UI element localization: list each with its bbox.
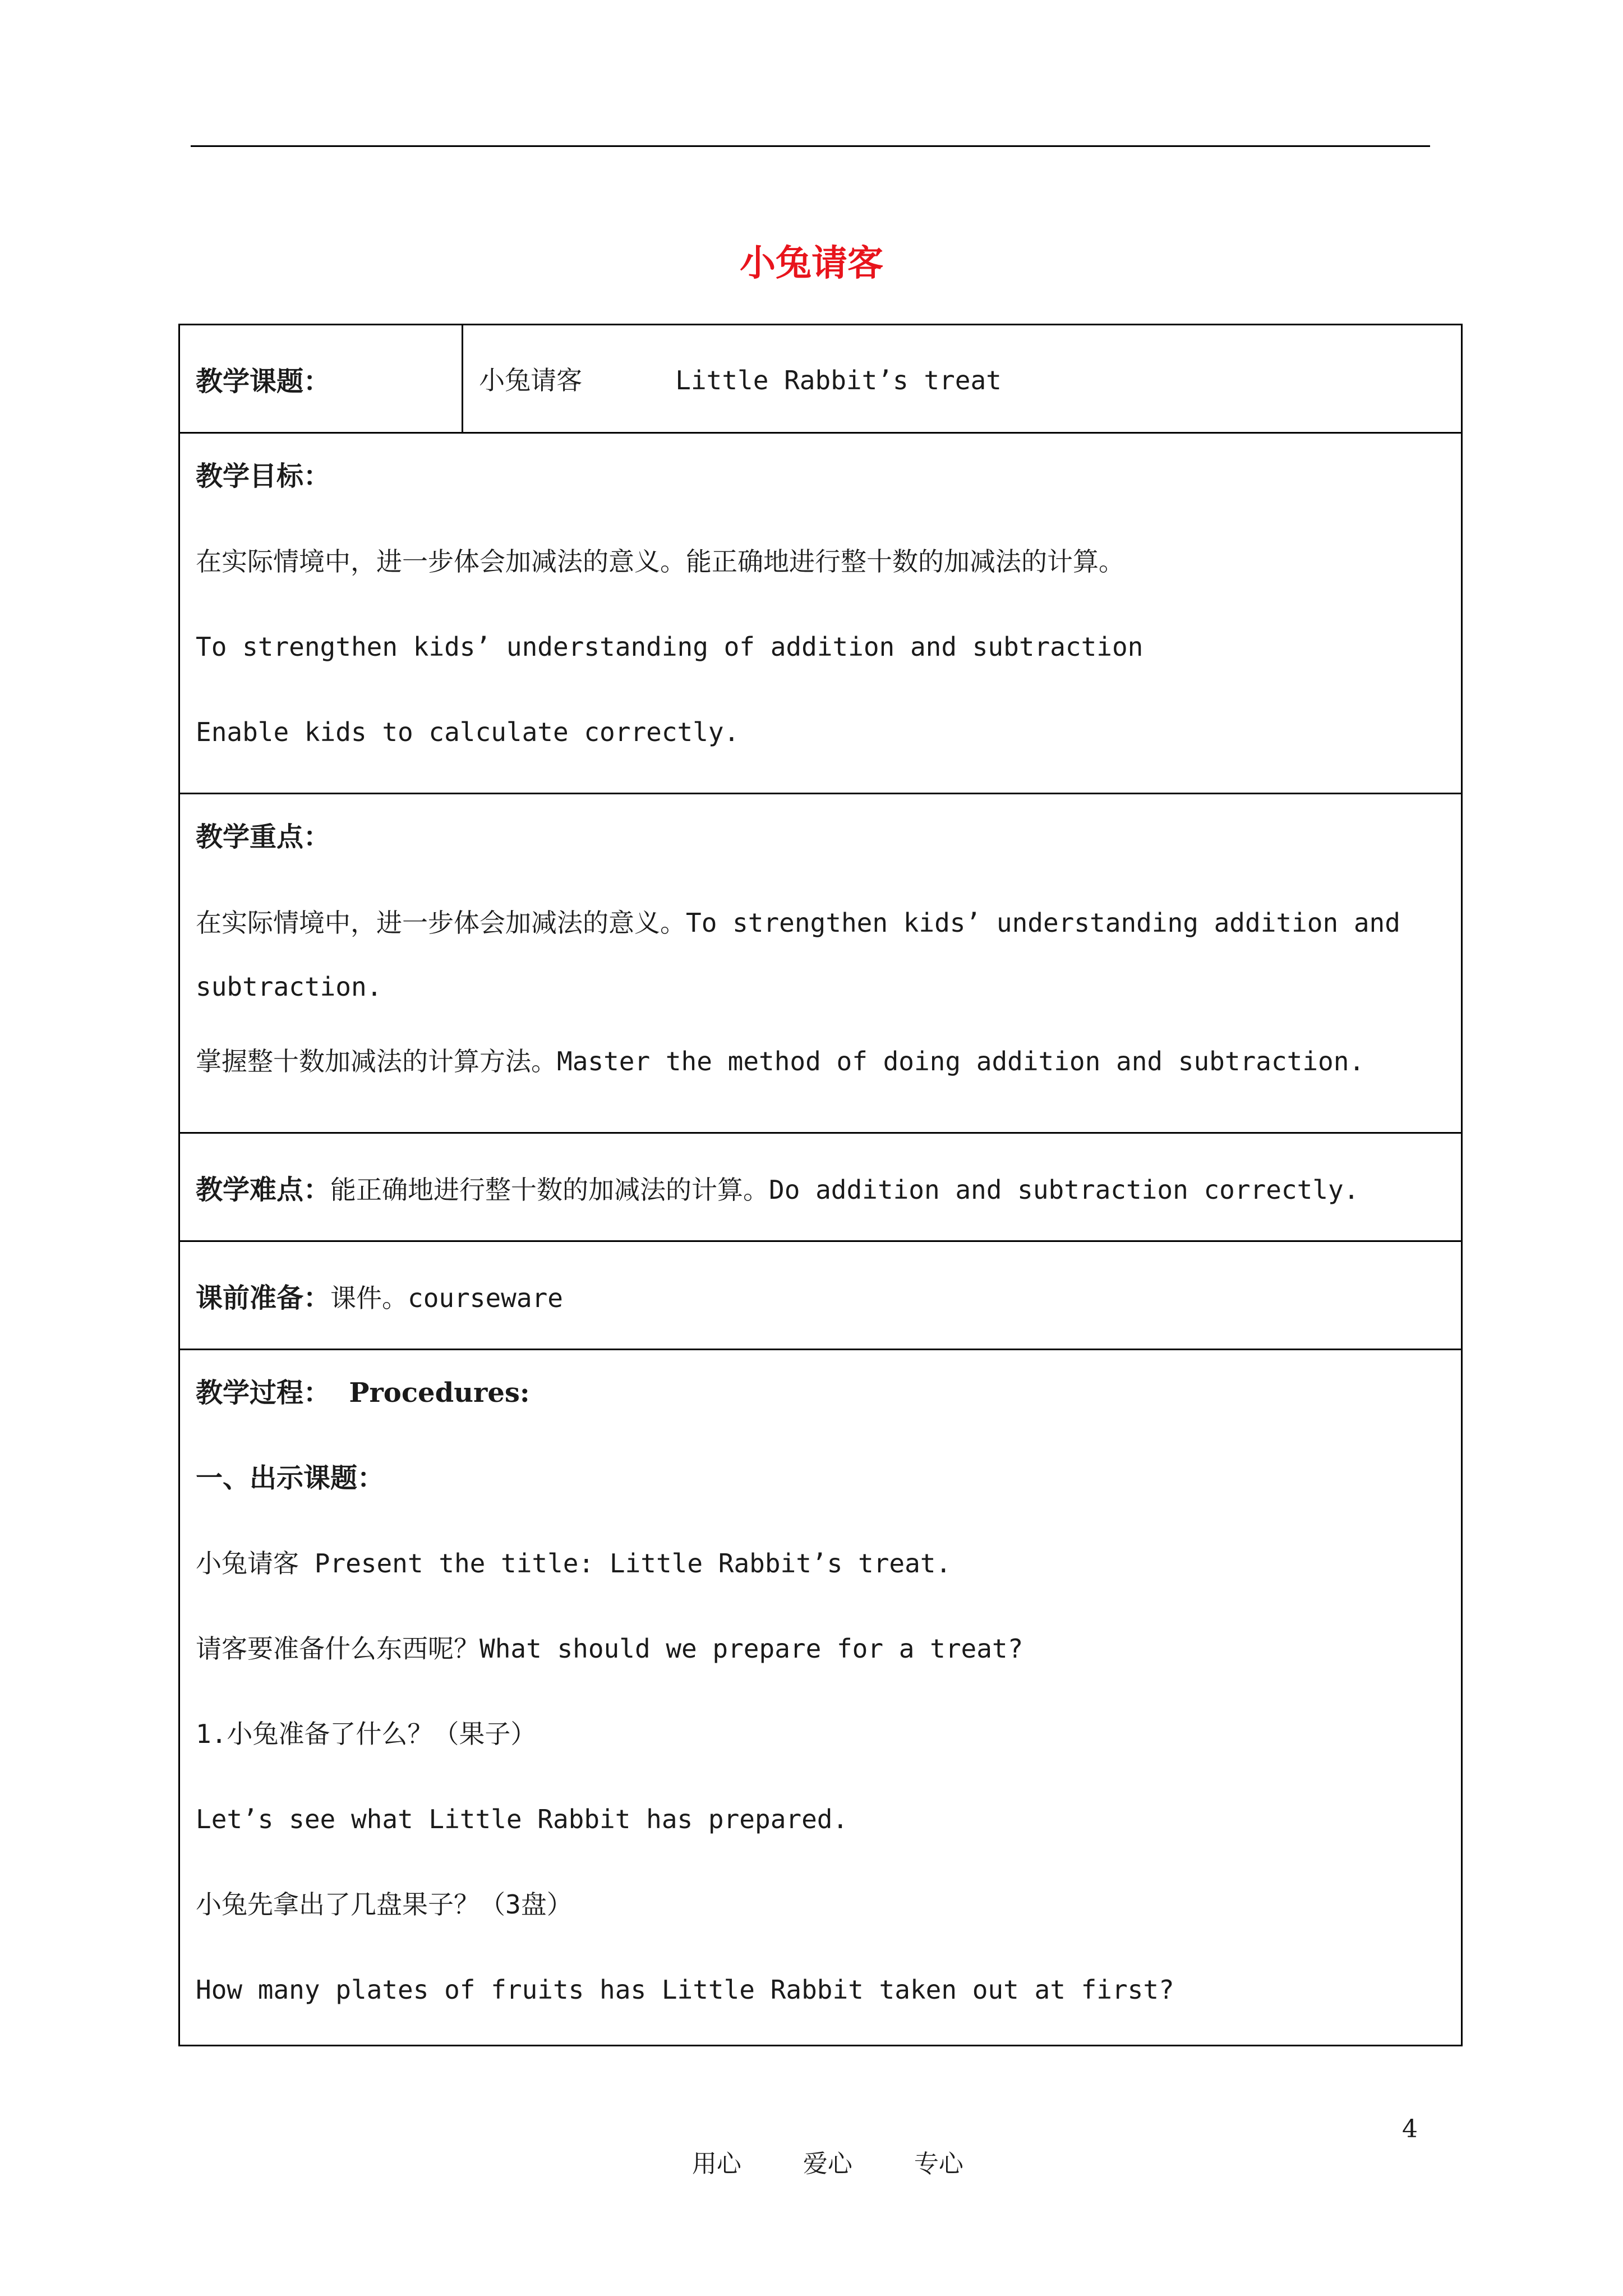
- process-line: 1.小兔准备了什么？（果子）: [196, 1719, 537, 1749]
- row-difficulty: [179, 1133, 1462, 1241]
- header-rule: [191, 145, 1430, 147]
- process-line: Let’s see what Little Rabbit has prepared.: [196, 1804, 849, 1834]
- key-line: 在实际情境中，进一步体会加减法的意义。To strengthen kids’ understanding addition and subtraction.: [196, 908, 1400, 1002]
- prep-text: 课件。courseware: [330, 1282, 563, 1313]
- goals-line: Enable kids to calculate correctly.: [196, 717, 740, 747]
- topic-en: Little Rabbit’s treat: [675, 365, 1002, 395]
- document-title: 小兔请客: [740, 242, 883, 284]
- process-line: 小兔请客 Present the title: Little Rabbit’s treat.: [196, 1548, 952, 1579]
- key-line: 掌握整十数加减法的计算方法。Master the method of doing addition and subtraction.: [196, 1046, 1365, 1076]
- goals-line: To strengthen kids’ understanding of addition and subtraction: [196, 632, 1144, 662]
- row-topic: [179, 325, 1462, 433]
- lesson-plan-table: [178, 324, 1463, 2046]
- footer-item: 用心: [691, 2150, 741, 2178]
- difficulty-label: 教学难点：: [196, 1174, 331, 1205]
- process-label: 教学过程： Procedures:: [196, 1377, 530, 1409]
- key-label: 教学重点：: [196, 821, 331, 853]
- process-line: 小兔先拿出了几盘果子？（3盘）: [196, 1889, 573, 1920]
- process-line: How many plates of fruits has Little Rabbit taken out at first?: [196, 1975, 1174, 2005]
- process-section: 一、出示课题：: [196, 1462, 385, 1494]
- goals-line: 在实际情境中，进一步体会加减法的意义。能正确地进行整十数的加减法的计算。: [196, 546, 1124, 577]
- row-preparation: [179, 1241, 1462, 1350]
- footer-motto: [645, 2115, 1025, 2208]
- process-line: 请客要准备什么东西呢？What should we prepare for a treat?: [196, 1634, 1023, 1664]
- prep-label: 课前准备：: [196, 1282, 331, 1314]
- goals-label: 教学目标：: [196, 461, 331, 492]
- row-procedures: [179, 1350, 1462, 2046]
- page-number: 4: [1402, 2115, 1418, 2143]
- footer-item: 爱心: [803, 2150, 852, 2178]
- row-key-points: [179, 794, 1462, 1133]
- footer-item: 专心: [914, 2150, 963, 2178]
- difficulty-text: 能正确地进行整十数的加减法的计算。Do addition and subtraction correctly.: [330, 1174, 1359, 1205]
- row-goals: [179, 433, 1462, 794]
- topic-label: 教学课题：: [196, 365, 331, 397]
- topic-cn: 小兔请客: [479, 365, 583, 395]
